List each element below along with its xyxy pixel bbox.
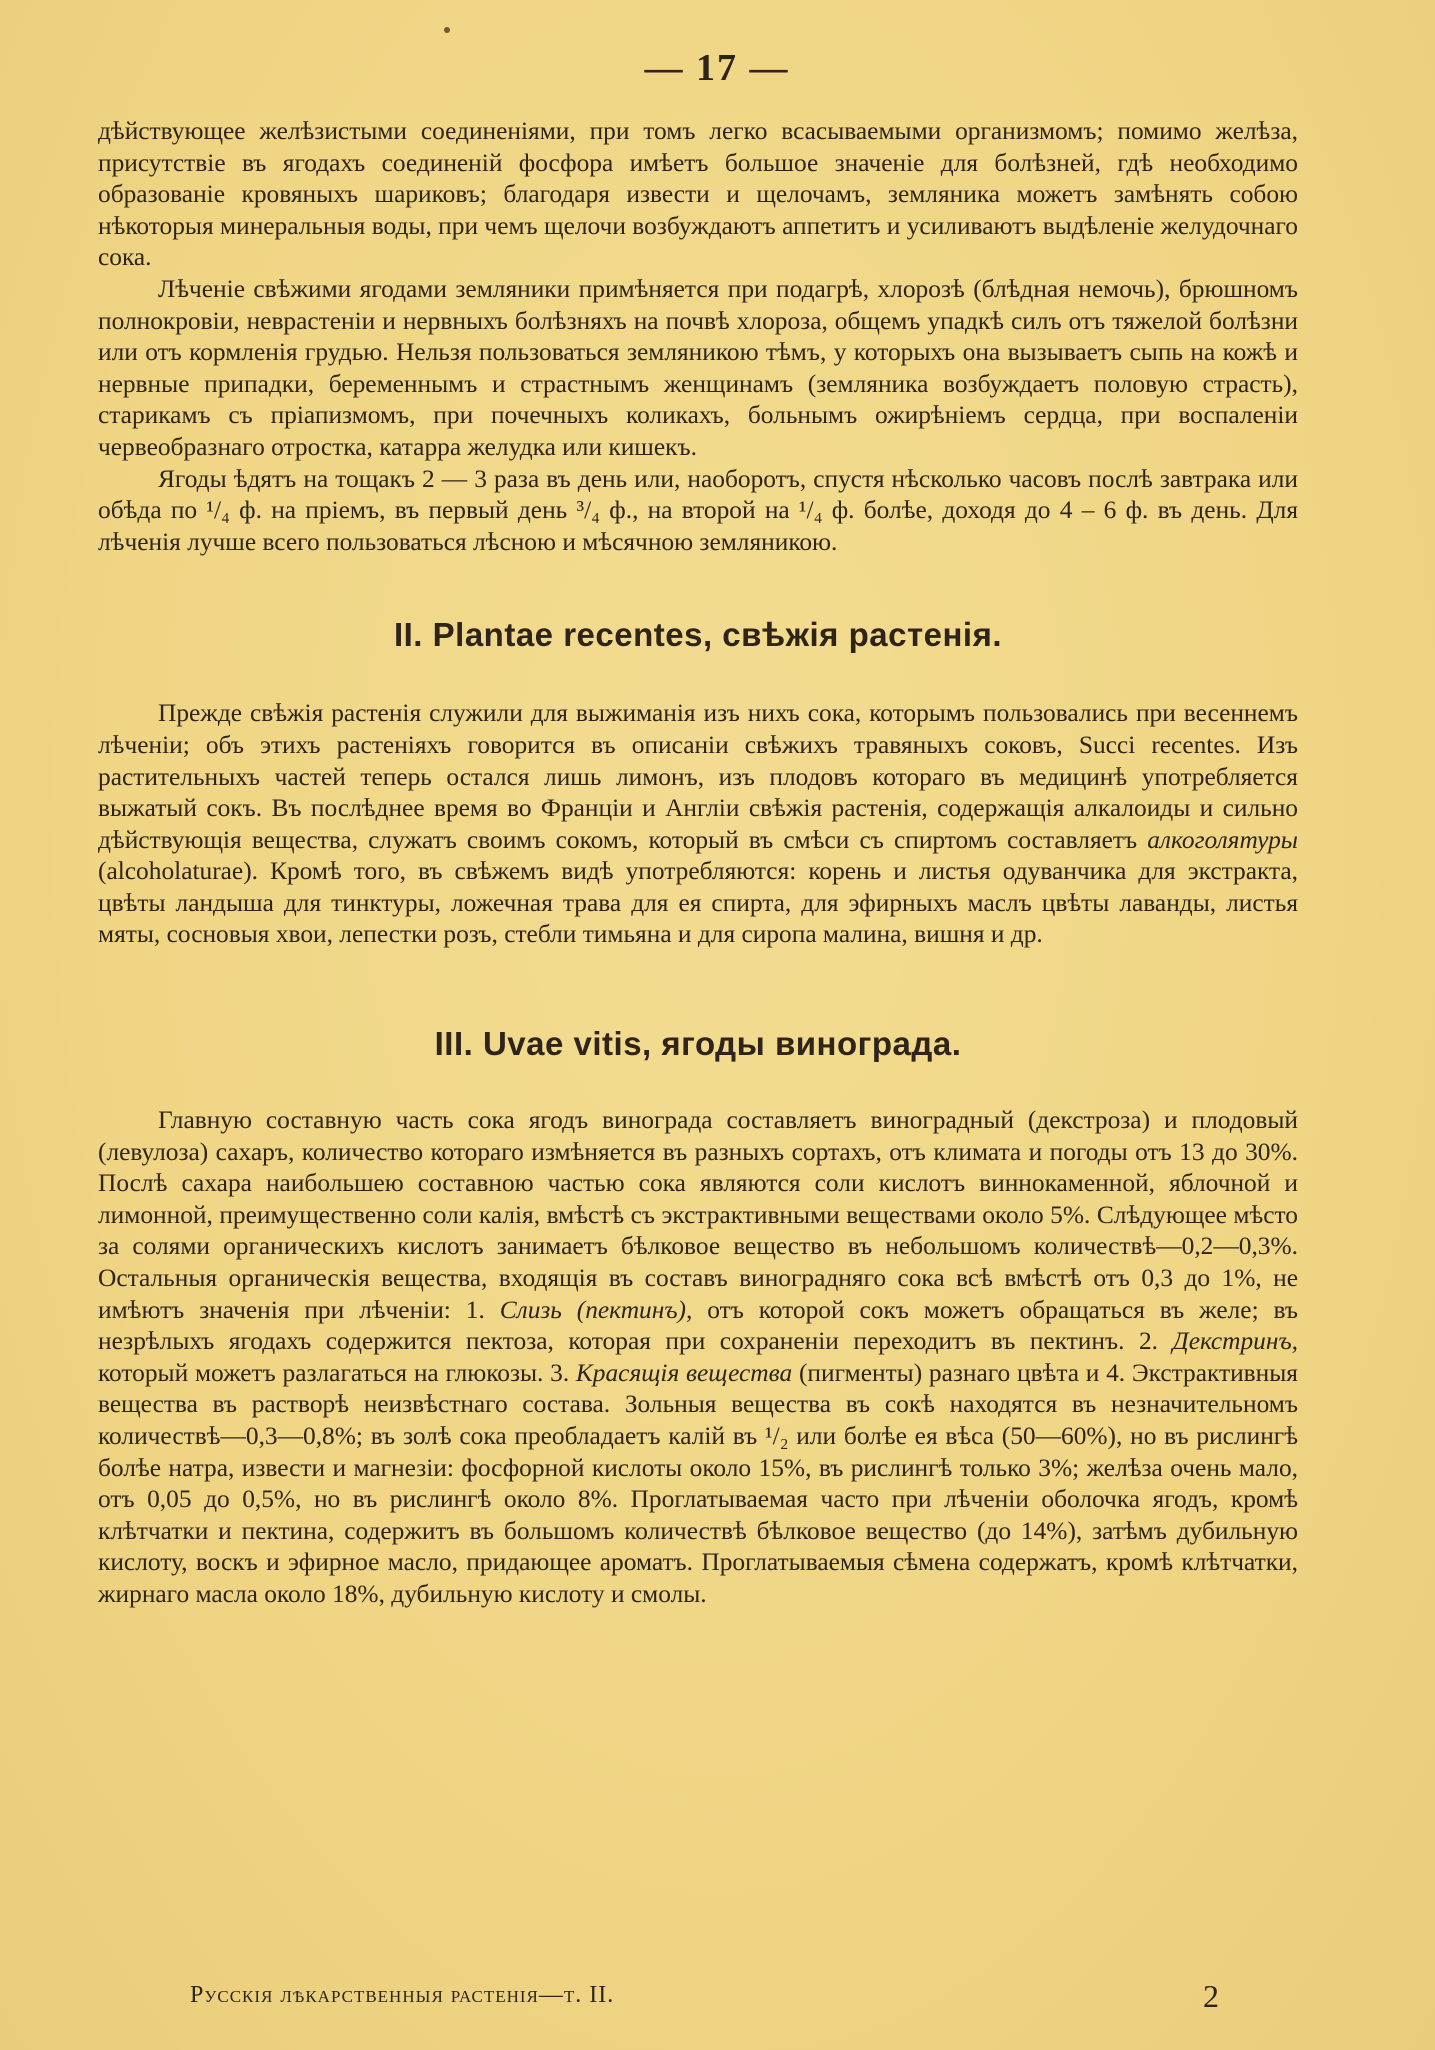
paragraph-text: Главную составную часть сока ягодъ винограда составляетъ виноградный (декстроза) и плодовый (левулоза) сахаръ, количество котораго измѣняется въ разныхъ сортахъ, отъ климата и погоды отъ 13 до 30%. Послѣ сахара наибольшею составною частью сока являются соли кислотъ виннокаменной, яблочной и лимонной, преимущественно соли калія, вмѣстѣ съ экстрактивными веществами около 5%. Слѣдующее мѣсто за солями органическихъ кислотъ занимаетъ бѣлковое вещество въ небольшомъ количествѣ—0,2—0,3%. Остальныя органическія вещества, входящія въ составъ виноградняго сока всѣ вмѣстѣ отъ 0,3 до 1%, не имѣютъ значенія при лѣченіи: 1. (98, 1106, 1298, 1324)
emphasis: Слизь (пектинъ), (499, 1295, 693, 1324)
emphasis: Декстринъ, (1172, 1327, 1298, 1356)
emphasis: алкоголятуры (1147, 825, 1298, 854)
footer (190, 1978, 1220, 2014)
paragraph (98, 1105, 1298, 1611)
paragraph-text: отъ которой сокъ можетъ обращаться въ желе; въ незрѣлыхъ ягодахъ содержится пектоза, которая при сохраненіи переходитъ въ пектинъ. 2. (98, 1295, 1298, 1356)
emphasis: Красящія вещества (575, 1358, 793, 1387)
section-strawberry-continued (98, 116, 1298, 558)
page (98, 40, 1298, 1611)
footer-signature-number: 2 (1203, 1978, 1220, 2014)
paragraph (98, 698, 1298, 951)
paragraph: Ягоды ѣдятъ на тощакъ 2 — 3 раза въ день или, наоборотъ, спустя нѣсколько часовъ послѣ завтрака или обѣда по ¹/₄ ф. на пріемъ, въ первый день ³/₄ ф., на второй на ¹/₄ ф. болѣе, доходя до 4 – 6 ф. въ день. Для лѣченія лучше всего пользоваться лѣсною и мѣсячною земляникою. (98, 464, 1298, 556)
paragraph-text: который можетъ разлагаться на глюкозы. 3. (98, 1358, 570, 1387)
section-heading-plantae-recentes: II. Plantae recentes, свѣжія растенія. (393, 616, 1003, 654)
paragraph-text: (пигменты) разнаго цвѣта и 4. Экстрактивныя вещества въ растворѣ неизвѣстнаго состава. Зольныя вещества въ сокѣ находятся въ незначительномъ количествѣ—0,3—0,8%; въ золѣ сока преобладаетъ калій въ ¹/₂ или болѣе ея вѣса (50—60%), но въ рислингѣ болѣе натра, извести и магнезіи: фосфорной кислоты около 15%, въ рислингѣ только 3%; желѣза очень мало, отъ 0,05 до 0,5%, но въ рислингѣ около 8%. Проглатываемая часто при лѣченіи оболочка ягодъ, кромѣ клѣтчатки и пектина, содержитъ въ большомъ количествѣ бѣлковое вещество (до 14%), затѣмъ дубильную кислоту, воскъ и эфирное масло, придающее ароматъ. Проглатываемыя сѣмена содержатъ, кромѣ клѣтчатки, жирнаго масла около 18%, дубильную кислоту и смолы. (98, 1358, 1298, 1608)
paragraph: Лѣченіе свѣжими ягодами земляники примѣняется при подагрѣ, хлорозѣ (блѣдная немочь), брюшномъ полнокровіи, неврастеніи и нервныхъ болѣзняхъ на почвѣ хлороза, общемъ упадкѣ силъ отъ тяжелой болѣзни или отъ кормленія грудью. Нельзя пользоваться земляникою тѣмъ, у которыхъ она вызываетъ сыпь на кожѣ и нервные припадки, беременнымъ и страстнымъ женщинамъ (земляника возбуждаетъ половую страсть), старикамъ съ пріапизмомъ, при почечныхъ коликахъ, больнымъ ожирѣніемъ сердца, при воспаленіи червеобразнаго отростка, катарра желудка или кишекъ. (98, 274, 1298, 461)
footer-book-title: Русскія лѣкарственныя растенія—т. II. (190, 1982, 615, 2008)
print-speck (444, 27, 450, 33)
paragraph: дѣйствующее желѣзистыми соединеніями, при томъ легко всасываемыми организмомъ; помимо желѣза, присутствіе въ ягодахъ соединеній фосфора имѣетъ большое значеніе для болѣзней, гдѣ необходимо образованіе кровяныхъ шариковъ; благодаря извести и щелочамъ, земляника можетъ замѣнять собою нѣкоторыя минеральныя воды, при чемъ щелочи возбуждаютъ аппетитъ и усиливаютъ выдѣленіе желудочнаго сока. (98, 117, 1298, 272)
paragraph-text: (alcoholaturae). Кромѣ того, въ свѣжемъ видѣ употребляются: корень и листья одуванчика для экстракта, цвѣты ландыша для тинктуры, ложечная трава для ея спирта, для эфирныхъ маслъ цвѣты лаванды, листья мяты, сосновыя хвои, лепестки розъ, стебли тимьяна и для сиропа малина, вишня и др. (98, 857, 1298, 949)
page-number: — 17 — (644, 47, 790, 89)
section-heading-uvae-vitis: III. Uvae vitis, ягоды винограда. (434, 1025, 962, 1063)
paragraph-text: Прежде свѣжія растенія служили для выжиманія изъ нихъ сока, которымъ пользовались при весеннемъ лѣченіи; объ этихъ растеніяхъ говорится въ описаніи свѣжихъ травяныхъ соковъ, Succi recentes. Изъ растительныхъ частей теперь остался лишь лимонъ, изъ плодовъ котораго въ медицинѣ употребляется выжатый сокъ. Въ послѣднее время во Франціи и Англіи свѣжія растенія, содержащія алкалоиды и сильно дѣйствующія вещества, служатъ своимъ сокомъ, который въ смѣси съ спиртомъ составляетъ (98, 699, 1298, 854)
